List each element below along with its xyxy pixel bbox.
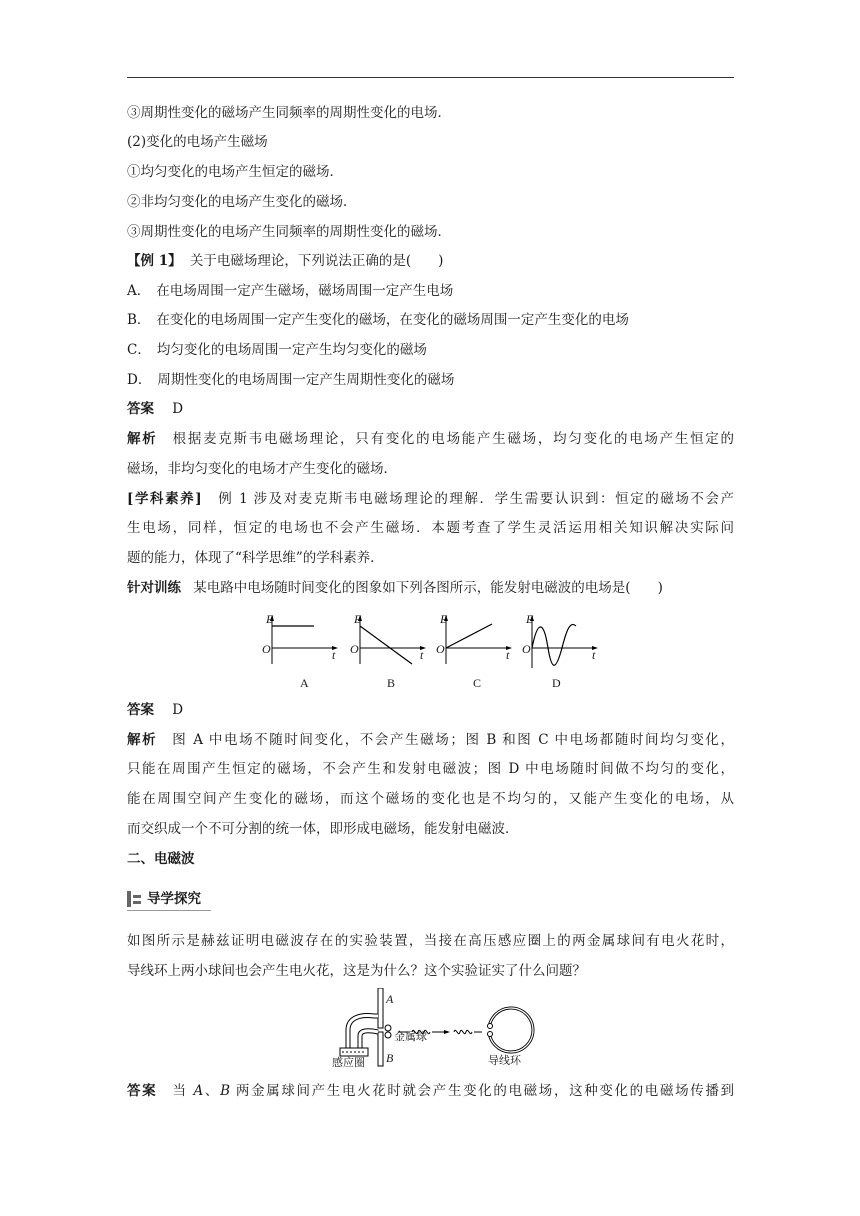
option-text: 在变化的电场周围一定产生变化的磁场，在变化的磁场周围一定产生变化的电场: [156, 312, 629, 328]
answer-sep: 、: [203, 1083, 221, 1099]
analysis-label: 解析: [127, 732, 158, 748]
option-text: 均匀变化的电场周围一定产生均匀变化的磁场: [156, 342, 427, 358]
answer-text: 两金属球间产生电火花时就会产生变化的电磁场，这种变化的电磁场传播到: [230, 1083, 735, 1099]
axis-t: t: [332, 648, 336, 662]
option-key: C．: [127, 342, 151, 358]
guided-inquiry-tag: [127, 891, 211, 911]
literacy-text: 例 1 涉及对麦克斯韦电磁场理论的理解．学生需要认识到：恒定的磁场不会产: [218, 491, 735, 507]
figure-label: C: [473, 676, 482, 690]
answer-label: 答案: [127, 401, 154, 417]
training-question-text: 某电路中电场随时间变化的图象如下列各图所示，能发射电磁波的电场是( ): [193, 580, 663, 596]
text-line: ②非均匀变化的电场产生变化的磁场．: [127, 194, 357, 210]
training-label: 针对训练: [127, 580, 181, 596]
intro-text: 导线环上两小球间也会产生电火花，这是为什么？这个实验证实了什么问题？: [127, 963, 586, 979]
option-key: D．: [127, 372, 152, 388]
hertz-apparatus-figure: [330, 988, 540, 1068]
answer-label: 答案: [127, 1083, 158, 1099]
section-heading: 二、电磁波: [127, 851, 195, 867]
axis-t: t: [420, 648, 424, 662]
literacy-text: 生电场，同样，恒定的电场也不会产生磁场．本题考查了学生灵活运用相关知识解决实际问: [127, 520, 734, 536]
example-question-text: 关于电磁场理论，下列说法正确的是( ): [189, 253, 444, 269]
training-analysis: [127, 731, 734, 749]
axis-e: E: [354, 612, 362, 626]
graph-d: [522, 612, 602, 670]
option-a[interactable]: [127, 282, 453, 300]
figure-label: B: [387, 676, 396, 690]
option-key: B．: [127, 312, 151, 328]
analysis-text: 能在周围空间产生变化的磁场，而这个磁场的变化也是不均匀的，又能产生变化的电场，从: [127, 791, 734, 807]
graph-a: [262, 612, 342, 670]
option-b[interactable]: [127, 311, 629, 329]
analysis-text: 根据麦克斯韦电磁场理论，只有变化的电场能产生磁场，均匀变化的电场产生恒定的: [172, 431, 735, 447]
figure-label: D: [552, 676, 561, 690]
analysis-label: 解析: [127, 431, 158, 447]
axis-e: E: [526, 612, 534, 626]
option-text: 在电场周围一定产生磁场，磁场周围一定产生电场: [156, 283, 454, 299]
example-analysis: [127, 430, 734, 448]
answer-value: D: [172, 702, 184, 718]
axis-t: t: [506, 648, 510, 662]
analysis-text: 磁场，非均匀变化的电场才产生变化的磁场．: [127, 461, 397, 477]
training-question: [127, 579, 663, 597]
label-wire-ring: 导线环: [488, 1054, 521, 1067]
answer-b: B: [220, 1083, 230, 1099]
option-d[interactable]: [127, 371, 454, 389]
et-graphs: [262, 612, 602, 692]
axis-e: E: [440, 612, 448, 626]
literacy-text: 题的能力，体现了“科学思维”的学科素养．: [127, 550, 384, 566]
label-induction-coil: 感应圈: [332, 1056, 365, 1069]
label-metal-ball: 金属球: [394, 1030, 427, 1043]
analysis-text: 图 A 中电场不随时间变化，不会产生磁场；图 B 和图 C 中电场都随时间均匀变化，: [172, 732, 735, 748]
tag-icon: [127, 891, 131, 907]
example-answer: [127, 400, 183, 418]
intro-text: 如图所示是赫兹证明电磁波存在的实验装置，当接在高压感应圈上的两金属球间有电火花时，: [127, 933, 734, 949]
section2-answer: [127, 1082, 734, 1100]
origin: O: [350, 642, 359, 656]
graph-b: [350, 612, 430, 670]
answer-label: 答案: [127, 702, 154, 718]
analysis-text: 只能在周围产生恒定的磁场，不会产生和发射电磁波；图 D 中电场随时间做不均匀的变化，: [127, 761, 734, 777]
example-tag: 【例 1】: [127, 253, 182, 269]
option-key: A．: [127, 283, 151, 299]
training-answer: [127, 701, 183, 719]
axis-t: t: [592, 648, 596, 662]
header-rule: [127, 77, 734, 78]
answer-text: 当: [172, 1083, 194, 1099]
text-line: ③周期性变化的磁场产生同频率的周期性变化的电场．: [127, 105, 451, 121]
answer-a: A: [193, 1083, 204, 1099]
figure-label: A: [300, 676, 309, 690]
graph-c: [436, 612, 516, 670]
option-text: 周期性变化的电场周围一定产生周期性变化的磁场: [157, 372, 455, 388]
literacy-label: [学科素养]: [127, 491, 202, 507]
label-a: A: [386, 992, 394, 1006]
analysis-text: 而交织成一个不可分割的统一体，即形成电磁场，能发射电磁波．: [127, 821, 519, 837]
example-question: [127, 252, 443, 270]
text-line: ①均匀变化的电场产生恒定的磁场．: [127, 164, 343, 180]
text-line: ③周期性变化的电场产生同频率的周期性变化的磁场．: [127, 224, 451, 240]
label-b: B: [386, 1051, 394, 1065]
literacy: [127, 490, 734, 508]
tag-label: 导学探究: [147, 891, 201, 907]
text-line: (2)变化的电场产生磁场: [127, 134, 268, 150]
option-c[interactable]: [127, 341, 427, 359]
origin: O: [262, 642, 271, 656]
origin: O: [522, 642, 531, 656]
answer-value: D: [172, 401, 184, 417]
axis-e: E: [266, 612, 274, 626]
origin: O: [436, 642, 445, 656]
